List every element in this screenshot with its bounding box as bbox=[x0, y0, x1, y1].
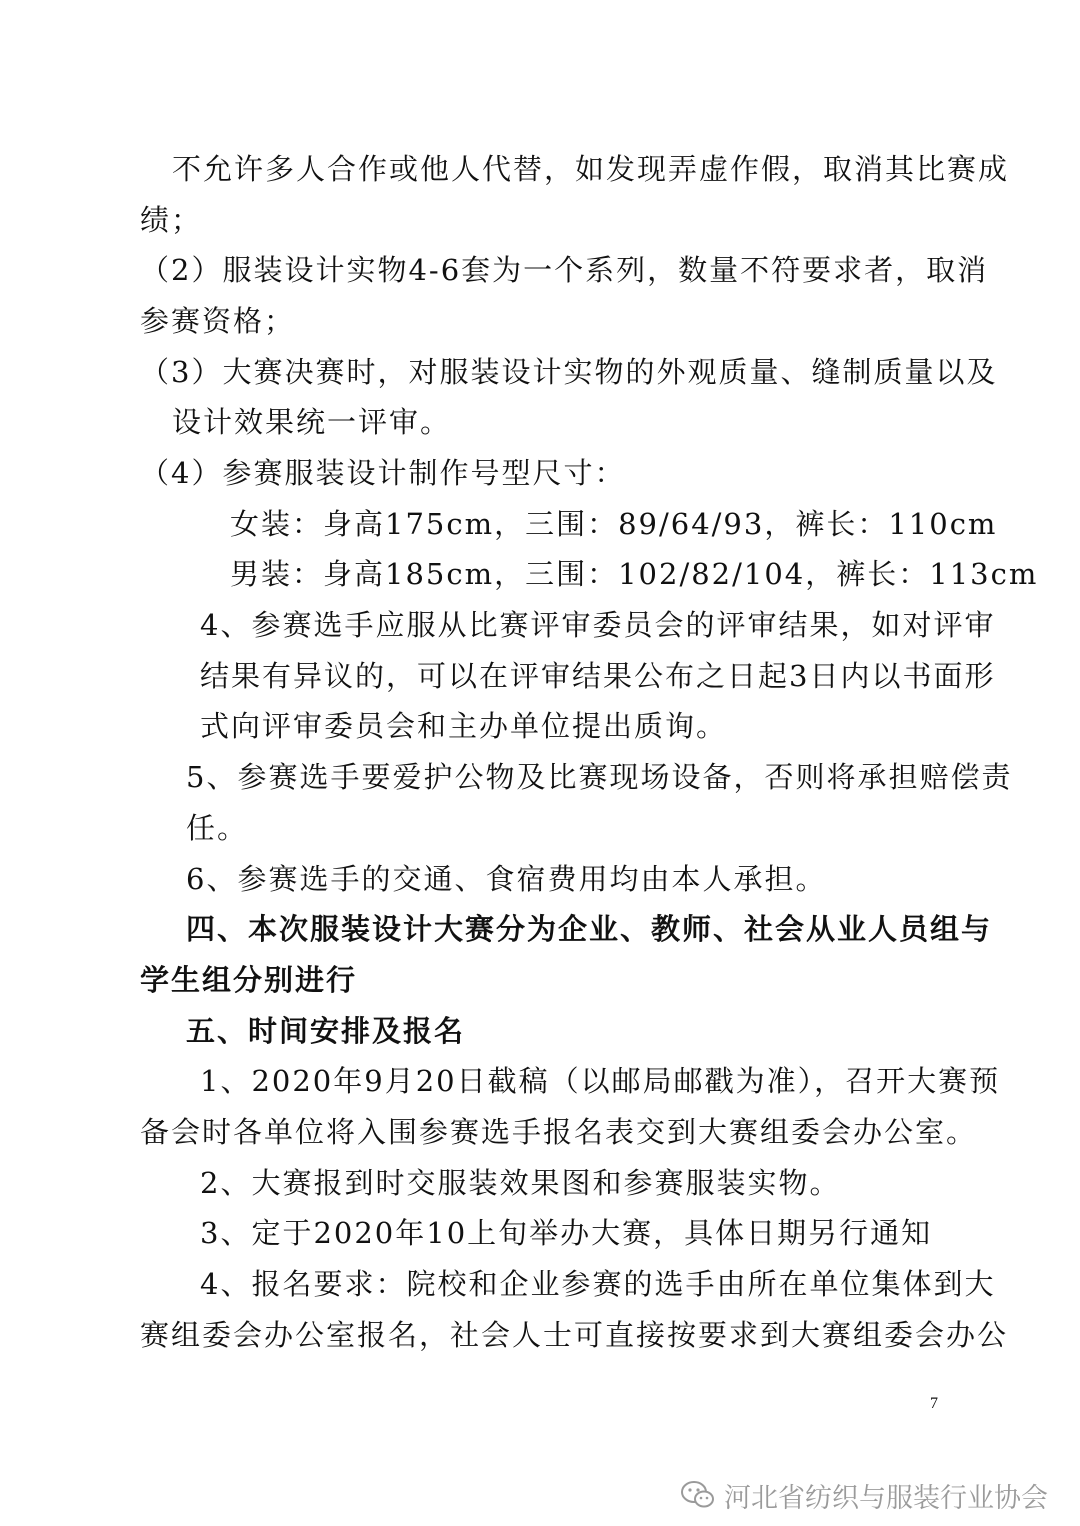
body-line: 不允许多人合作或他人代替，如发现弄虚作假，取消其比赛成 bbox=[172, 152, 1010, 186]
body-line: 5、参赛选手要爱护公物及比赛现场设备，否则将承担赔偿责 bbox=[186, 760, 1013, 794]
body-line: 备会时各单位将入围参赛选手报名表交到大赛组委会办公室。 bbox=[140, 1115, 978, 1149]
body-line: （3）大赛决赛时，对服装设计实物的外观质量、缝制质量以及 bbox=[140, 355, 998, 389]
body-line: 4、报名要求：院校和企业参赛的选手由所在单位集体到大 bbox=[200, 1267, 996, 1301]
watermark-text: 河北省纺织与服装行业协会 bbox=[724, 1482, 1048, 1514]
size-spec-male: 男装：身高185cm，三围：102/82/104，裤长：113cm bbox=[230, 557, 1039, 591]
section-heading-4-cont: 学生组分别进行 bbox=[140, 963, 358, 997]
body-line: 2、大赛报到时交服装效果图和参赛服装实物。 bbox=[200, 1166, 841, 1200]
body-line: 设计效果统一评审。 bbox=[172, 405, 452, 439]
body-line: 赛组委会办公室报名，社会人士可直接按要求到大赛组委会办公 bbox=[140, 1318, 1009, 1352]
body-line: （4）参赛服装设计制作号型尺寸： bbox=[140, 456, 626, 490]
body-line: （2）服装设计实物4-6套为一个系列，数量不符要求者，取消 bbox=[140, 253, 989, 287]
body-line: 参赛资格； bbox=[140, 304, 296, 338]
wechat-icon bbox=[680, 1479, 716, 1511]
body-line: 3、定于2020年10上旬举办大赛，具体日期另行通知 bbox=[200, 1216, 933, 1250]
body-line: 4、参赛选手应服从比赛评审委员会的评审结果，如对评审 bbox=[200, 608, 996, 642]
body-line: 6、参赛选手的交通、食宿费用均由本人承担。 bbox=[186, 862, 827, 896]
section-heading-4: 四、本次服装设计大赛分为企业、教师、社会从业人员组与 bbox=[186, 912, 993, 946]
body-line: 式向评审委员会和主办单位提出质询。 bbox=[200, 709, 728, 743]
body-line: 结果有异议的，可以在评审结果公布之日起3日内以书面形 bbox=[200, 659, 996, 693]
size-spec-female: 女装：身高175cm，三围：89/64/93，裤长：110cm bbox=[230, 507, 998, 541]
body-line: 任。 bbox=[186, 811, 249, 845]
section-heading-5: 五、时间安排及报名 bbox=[186, 1014, 466, 1048]
body-line: 1、2020年9月20日截稿（以邮局邮戳为准），召开大赛预 bbox=[200, 1064, 1001, 1098]
watermark bbox=[680, 1478, 1048, 1512]
page-number: 7 bbox=[930, 1395, 938, 1412]
body-line: 绩； bbox=[140, 203, 203, 237]
